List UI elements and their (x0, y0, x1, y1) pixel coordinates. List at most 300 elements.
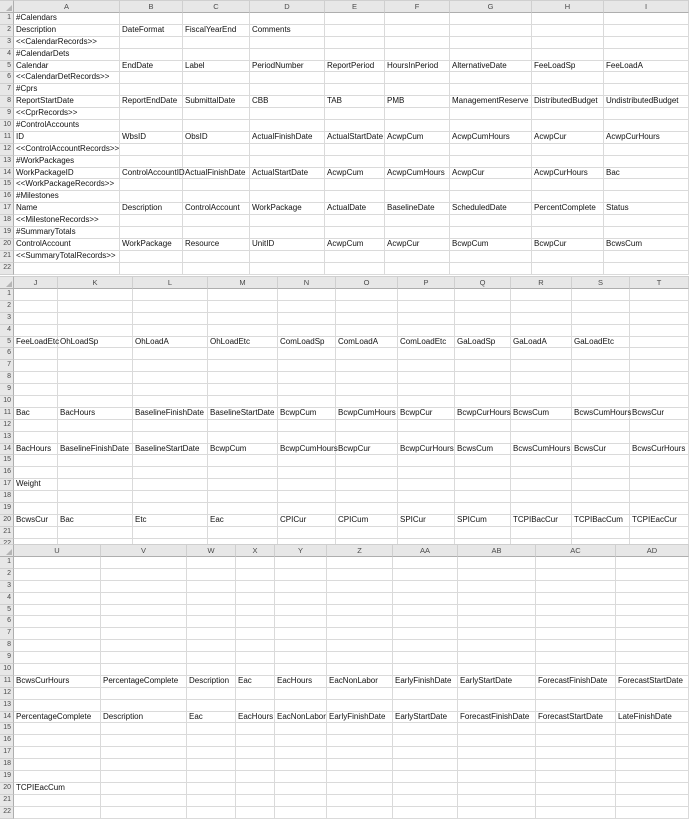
cell-AD15[interactable] (616, 723, 689, 735)
cell-A18[interactable]: <<MilestoneRecords>> (14, 215, 120, 227)
row-header-18[interactable]: 18 (0, 759, 14, 771)
cell-P15[interactable] (398, 455, 455, 467)
cell-Q11[interactable]: BcwpCurHours (455, 408, 511, 420)
cell-AA1[interactable] (393, 557, 458, 569)
cell-V14[interactable]: Description (101, 712, 187, 724)
cell-H16[interactable] (532, 191, 604, 203)
cell-J2[interactable] (14, 301, 58, 313)
cell-D14[interactable]: ActualStartDate (250, 168, 325, 180)
cell-Q16[interactable] (455, 467, 511, 479)
cell-R13[interactable] (511, 432, 572, 444)
cell-Y14[interactable]: EacNonLabor (275, 712, 327, 724)
row-header-3[interactable]: 3 (0, 313, 14, 325)
cell-I8[interactable]: UndistributedBudget (604, 96, 689, 108)
cell-J8[interactable] (14, 372, 58, 384)
cell-J3[interactable] (14, 313, 58, 325)
cell-S6[interactable] (572, 348, 630, 360)
cell-V20[interactable] (101, 783, 187, 795)
cell-AB20[interactable] (458, 783, 536, 795)
cell-G8[interactable]: ManagementReserve (450, 96, 532, 108)
cell-M19[interactable] (208, 503, 278, 515)
cell-AB13[interactable] (458, 700, 536, 712)
cell-M17[interactable] (208, 479, 278, 491)
cell-C14[interactable]: ActualFinishDate (183, 168, 250, 180)
cell-P13[interactable] (398, 432, 455, 444)
cell-X16[interactable] (236, 735, 275, 747)
cell-L4[interactable] (133, 325, 208, 337)
cell-U6[interactable] (14, 616, 101, 628)
cell-E13[interactable] (325, 156, 385, 168)
cell-AD10[interactable] (616, 664, 689, 676)
cell-O17[interactable] (336, 479, 398, 491)
cell-P8[interactable] (398, 372, 455, 384)
cell-K21[interactable] (58, 527, 133, 539)
cell-AA13[interactable] (393, 700, 458, 712)
cell-A19[interactable]: #SummaryTotals (14, 227, 120, 239)
cell-R15[interactable] (511, 455, 572, 467)
cell-L6[interactable] (133, 348, 208, 360)
cell-B1[interactable] (120, 13, 183, 25)
cell-F11[interactable]: AcwpCum (385, 132, 450, 144)
cell-V6[interactable] (101, 616, 187, 628)
cell-A13[interactable]: #WorkPackages (14, 156, 120, 168)
cell-O21[interactable] (336, 527, 398, 539)
cell-Y1[interactable] (275, 557, 327, 569)
cell-W15[interactable] (187, 723, 236, 735)
column-header-I[interactable]: I (604, 0, 689, 13)
cell-U17[interactable] (14, 747, 101, 759)
cell-AB18[interactable] (458, 759, 536, 771)
cell-V5[interactable] (101, 605, 187, 617)
cell-R18[interactable] (511, 491, 572, 503)
cell-AD20[interactable] (616, 783, 689, 795)
row-header-20[interactable]: 20 (0, 783, 14, 795)
cell-B22[interactable] (120, 263, 183, 275)
cell-I9[interactable] (604, 108, 689, 120)
cell-AA19[interactable] (393, 771, 458, 783)
cell-X10[interactable] (236, 664, 275, 676)
cell-F21[interactable] (385, 251, 450, 263)
cell-C21[interactable] (183, 251, 250, 263)
cell-T1[interactable] (630, 289, 689, 301)
cell-I1[interactable] (604, 13, 689, 25)
cell-P16[interactable] (398, 467, 455, 479)
cell-AA9[interactable] (393, 652, 458, 664)
cell-Q8[interactable] (455, 372, 511, 384)
cell-E1[interactable] (325, 13, 385, 25)
cell-N11[interactable]: BcwpCum (278, 408, 336, 420)
row-header-8[interactable]: 8 (0, 372, 14, 384)
cell-M6[interactable] (208, 348, 278, 360)
cell-S12[interactable] (572, 420, 630, 432)
row-header-5[interactable]: 5 (0, 605, 14, 617)
cell-AD6[interactable] (616, 616, 689, 628)
cell-N19[interactable] (278, 503, 336, 515)
cell-W20[interactable] (187, 783, 236, 795)
cell-L20[interactable]: Etc (133, 515, 208, 527)
cell-Q20[interactable]: SPICum (455, 515, 511, 527)
cell-P1[interactable] (398, 289, 455, 301)
row-header-14[interactable]: 14 (0, 444, 14, 456)
cell-U19[interactable] (14, 771, 101, 783)
cell-E6[interactable] (325, 72, 385, 84)
cell-AC19[interactable] (536, 771, 616, 783)
cell-J18[interactable] (14, 491, 58, 503)
cell-AD14[interactable]: LateFinishDate (616, 712, 689, 724)
cell-T14[interactable]: BcwsCurHours (630, 444, 689, 456)
cell-J9[interactable] (14, 384, 58, 396)
cell-R16[interactable] (511, 467, 572, 479)
cell-H3[interactable] (532, 37, 604, 49)
cell-O5[interactable]: ComLoadA (336, 337, 398, 349)
cell-G19[interactable] (450, 227, 532, 239)
cell-AA18[interactable] (393, 759, 458, 771)
cell-D17[interactable]: WorkPackage (250, 203, 325, 215)
cell-Y7[interactable] (275, 628, 327, 640)
column-header-O[interactable]: O (336, 276, 398, 289)
cell-T12[interactable] (630, 420, 689, 432)
cell-V15[interactable] (101, 723, 187, 735)
cell-AA5[interactable] (393, 605, 458, 617)
cell-U16[interactable] (14, 735, 101, 747)
cell-AA21[interactable] (393, 795, 458, 807)
cell-F1[interactable] (385, 13, 450, 25)
select-all-corner[interactable] (0, 0, 14, 13)
cell-O13[interactable] (336, 432, 398, 444)
cell-E9[interactable] (325, 108, 385, 120)
cell-Y12[interactable] (275, 688, 327, 700)
cell-S13[interactable] (572, 432, 630, 444)
cell-F6[interactable] (385, 72, 450, 84)
row-header-7[interactable]: 7 (0, 84, 14, 96)
cell-AA11[interactable]: EarlyFinishDate (393, 676, 458, 688)
cell-S21[interactable] (572, 527, 630, 539)
cell-O3[interactable] (336, 313, 398, 325)
cell-G4[interactable] (450, 49, 532, 61)
cell-J14[interactable]: BacHours (14, 444, 58, 456)
cell-Z19[interactable] (327, 771, 393, 783)
cell-AD21[interactable] (616, 795, 689, 807)
cell-K17[interactable] (58, 479, 133, 491)
cell-C5[interactable]: Label (183, 61, 250, 73)
cell-T4[interactable] (630, 325, 689, 337)
row-header-21[interactable]: 21 (0, 251, 14, 263)
cell-S18[interactable] (572, 491, 630, 503)
cell-B2[interactable]: DateFormat (120, 25, 183, 37)
cell-T15[interactable] (630, 455, 689, 467)
cell-P12[interactable] (398, 420, 455, 432)
cell-P11[interactable]: BcwpCur (398, 408, 455, 420)
cell-AB8[interactable] (458, 640, 536, 652)
cell-P6[interactable] (398, 348, 455, 360)
cell-H8[interactable]: DistributedBudget (532, 96, 604, 108)
cell-F20[interactable]: AcwpCur (385, 239, 450, 251)
cell-R8[interactable] (511, 372, 572, 384)
cell-Z15[interactable] (327, 723, 393, 735)
row-header-3[interactable]: 3 (0, 581, 14, 593)
row-header-2[interactable]: 2 (0, 25, 14, 37)
cell-U4[interactable] (14, 593, 101, 605)
row-header-18[interactable]: 18 (0, 215, 14, 227)
cell-E10[interactable] (325, 120, 385, 132)
row-header-19[interactable]: 19 (0, 771, 14, 783)
cell-AD13[interactable] (616, 700, 689, 712)
cell-B6[interactable] (120, 72, 183, 84)
cell-H17[interactable]: PercentComplete (532, 203, 604, 215)
row-header-11[interactable]: 11 (0, 132, 14, 144)
cell-F18[interactable] (385, 215, 450, 227)
column-header-K[interactable]: K (58, 276, 133, 289)
cell-AA7[interactable] (393, 628, 458, 640)
column-header-E[interactable]: E (325, 0, 385, 13)
cell-AC6[interactable] (536, 616, 616, 628)
cell-N12[interactable] (278, 420, 336, 432)
cell-C7[interactable] (183, 84, 250, 96)
cell-T21[interactable] (630, 527, 689, 539)
row-header-2[interactable]: 2 (0, 569, 14, 581)
cell-W10[interactable] (187, 664, 236, 676)
cell-J4[interactable] (14, 325, 58, 337)
cell-U2[interactable] (14, 569, 101, 581)
cell-K12[interactable] (58, 420, 133, 432)
cell-D21[interactable] (250, 251, 325, 263)
cell-AB21[interactable] (458, 795, 536, 807)
cell-Z20[interactable] (327, 783, 393, 795)
cell-V22[interactable] (101, 807, 187, 819)
cell-AC10[interactable] (536, 664, 616, 676)
row-header-16[interactable]: 16 (0, 467, 14, 479)
cell-N8[interactable] (278, 372, 336, 384)
column-header-V[interactable]: V (101, 544, 187, 557)
cell-M16[interactable] (208, 467, 278, 479)
cell-Q15[interactable] (455, 455, 511, 467)
cell-C11[interactable]: ObsID (183, 132, 250, 144)
cell-D3[interactable] (250, 37, 325, 49)
row-header-8[interactable]: 8 (0, 96, 14, 108)
cell-P19[interactable] (398, 503, 455, 515)
cell-X3[interactable] (236, 581, 275, 593)
cell-J7[interactable] (14, 360, 58, 372)
cell-S11[interactable]: BcwsCumHours (572, 408, 630, 420)
cell-T8[interactable] (630, 372, 689, 384)
cell-E7[interactable] (325, 84, 385, 96)
cell-AD17[interactable] (616, 747, 689, 759)
cell-G7[interactable] (450, 84, 532, 96)
row-header-21[interactable]: 21 (0, 795, 14, 807)
cell-H10[interactable] (532, 120, 604, 132)
cell-C18[interactable] (183, 215, 250, 227)
cell-X6[interactable] (236, 616, 275, 628)
cell-Z8[interactable] (327, 640, 393, 652)
cell-F16[interactable] (385, 191, 450, 203)
cell-D13[interactable] (250, 156, 325, 168)
cell-I20[interactable]: BcwsCum (604, 239, 689, 251)
cell-J21[interactable] (14, 527, 58, 539)
cell-A21[interactable]: <<SummaryTotalRecords>> (14, 251, 120, 263)
cell-R14[interactable]: BcwsCumHours (511, 444, 572, 456)
cell-A15[interactable]: <<WorkPackageRecords>> (14, 179, 120, 191)
cell-N7[interactable] (278, 360, 336, 372)
cell-I11[interactable]: AcwpCurHours (604, 132, 689, 144)
cell-H9[interactable] (532, 108, 604, 120)
cell-J1[interactable] (14, 289, 58, 301)
cell-Q9[interactable] (455, 384, 511, 396)
row-header-10[interactable]: 10 (0, 664, 14, 676)
cell-L2[interactable] (133, 301, 208, 313)
row-header-7[interactable]: 7 (0, 360, 14, 372)
row-header-13[interactable]: 13 (0, 156, 14, 168)
cell-AD5[interactable] (616, 605, 689, 617)
cell-Q13[interactable] (455, 432, 511, 444)
cell-U22[interactable] (14, 807, 101, 819)
cell-AA6[interactable] (393, 616, 458, 628)
cell-AA4[interactable] (393, 593, 458, 605)
cell-B14[interactable]: ControlAccountID (120, 168, 183, 180)
cell-I5[interactable]: FeeLoadA (604, 61, 689, 73)
cell-Y5[interactable] (275, 605, 327, 617)
cell-D2[interactable]: Comments (250, 25, 325, 37)
cell-B9[interactable] (120, 108, 183, 120)
cell-A1[interactable]: #Calendars (14, 13, 120, 25)
cell-A9[interactable]: <<CprRecords>> (14, 108, 120, 120)
cell-AD3[interactable] (616, 581, 689, 593)
cell-N10[interactable] (278, 396, 336, 408)
cell-T19[interactable] (630, 503, 689, 515)
cell-M20[interactable]: Eac (208, 515, 278, 527)
cell-N4[interactable] (278, 325, 336, 337)
cell-R2[interactable] (511, 301, 572, 313)
cell-AA16[interactable] (393, 735, 458, 747)
cell-AB3[interactable] (458, 581, 536, 593)
cell-G18[interactable] (450, 215, 532, 227)
cell-W3[interactable] (187, 581, 236, 593)
row-header-18[interactable]: 18 (0, 491, 14, 503)
column-header-J[interactable]: J (14, 276, 58, 289)
cell-K3[interactable] (58, 313, 133, 325)
row-header-5[interactable]: 5 (0, 61, 14, 73)
cell-J13[interactable] (14, 432, 58, 444)
cell-S19[interactable] (572, 503, 630, 515)
cell-U9[interactable] (14, 652, 101, 664)
cell-Y18[interactable] (275, 759, 327, 771)
cell-S2[interactable] (572, 301, 630, 313)
cell-I19[interactable] (604, 227, 689, 239)
cell-L10[interactable] (133, 396, 208, 408)
cell-A14[interactable]: WorkPackageID (14, 168, 120, 180)
cell-K5[interactable]: OhLoadSp (58, 337, 133, 349)
cell-P7[interactable] (398, 360, 455, 372)
cell-W7[interactable] (187, 628, 236, 640)
cell-N9[interactable] (278, 384, 336, 396)
row-header-13[interactable]: 13 (0, 432, 14, 444)
cell-A3[interactable]: <<CalendarRecords>> (14, 37, 120, 49)
cell-Z10[interactable] (327, 664, 393, 676)
row-header-5[interactable]: 5 (0, 337, 14, 349)
cell-K2[interactable] (58, 301, 133, 313)
cell-Q5[interactable]: GaLoadSp (455, 337, 511, 349)
cell-K10[interactable] (58, 396, 133, 408)
row-header-20[interactable]: 20 (0, 239, 14, 251)
cell-P3[interactable] (398, 313, 455, 325)
cell-B18[interactable] (120, 215, 183, 227)
row-header-12[interactable]: 12 (0, 144, 14, 156)
cell-W6[interactable] (187, 616, 236, 628)
column-header-F[interactable]: F (385, 0, 450, 13)
row-header-11[interactable]: 11 (0, 408, 14, 420)
cell-V10[interactable] (101, 664, 187, 676)
cell-P14[interactable]: BcwpCurHours (398, 444, 455, 456)
cell-A17[interactable]: Name (14, 203, 120, 215)
cell-I16[interactable] (604, 191, 689, 203)
cell-AD2[interactable] (616, 569, 689, 581)
cell-AB7[interactable] (458, 628, 536, 640)
cell-V19[interactable] (101, 771, 187, 783)
cell-S4[interactable] (572, 325, 630, 337)
cell-L14[interactable]: BaselineStartDate (133, 444, 208, 456)
cell-AC16[interactable] (536, 735, 616, 747)
cell-W13[interactable] (187, 700, 236, 712)
cell-W8[interactable] (187, 640, 236, 652)
cell-J10[interactable] (14, 396, 58, 408)
row-header-1[interactable]: 1 (0, 557, 14, 569)
cell-K14[interactable]: BaselineFinishDate (58, 444, 133, 456)
cell-O14[interactable]: BcwpCur (336, 444, 398, 456)
cell-L9[interactable] (133, 384, 208, 396)
cell-M2[interactable] (208, 301, 278, 313)
cell-F14[interactable]: AcwpCumHours (385, 168, 450, 180)
cell-P17[interactable] (398, 479, 455, 491)
column-header-X[interactable]: X (236, 544, 275, 557)
cell-Y21[interactable] (275, 795, 327, 807)
cell-G5[interactable]: AlternativeDate (450, 61, 532, 73)
cell-V9[interactable] (101, 652, 187, 664)
cell-M11[interactable]: BaselineStartDate (208, 408, 278, 420)
cell-N2[interactable] (278, 301, 336, 313)
cell-C16[interactable] (183, 191, 250, 203)
row-header-10[interactable]: 10 (0, 120, 14, 132)
cell-B8[interactable]: ReportEndDate (120, 96, 183, 108)
cell-G11[interactable]: AcwpCumHours (450, 132, 532, 144)
cell-S14[interactable]: BcwsCur (572, 444, 630, 456)
cell-AA14[interactable]: EarlyStartDate (393, 712, 458, 724)
cell-N6[interactable] (278, 348, 336, 360)
cell-U12[interactable] (14, 688, 101, 700)
cell-Z7[interactable] (327, 628, 393, 640)
cell-Z13[interactable] (327, 700, 393, 712)
cell-S16[interactable] (572, 467, 630, 479)
row-header-6[interactable]: 6 (0, 348, 14, 360)
cell-T20[interactable]: TCPIEacCur (630, 515, 689, 527)
cell-M13[interactable] (208, 432, 278, 444)
cell-AC11[interactable]: ForecastFinishDate (536, 676, 616, 688)
cell-G22[interactable] (450, 263, 532, 275)
cell-N20[interactable]: CPICur (278, 515, 336, 527)
cell-B11[interactable]: WbsID (120, 132, 183, 144)
cell-C8[interactable]: SubmittalDate (183, 96, 250, 108)
cell-AD22[interactable] (616, 807, 689, 819)
cell-AA8[interactable] (393, 640, 458, 652)
cell-AB1[interactable] (458, 557, 536, 569)
cell-Y6[interactable] (275, 616, 327, 628)
cell-I15[interactable] (604, 179, 689, 191)
cell-W18[interactable] (187, 759, 236, 771)
cell-H14[interactable]: AcwpCurHours (532, 168, 604, 180)
cell-Z12[interactable] (327, 688, 393, 700)
cell-E11[interactable]: ActualStartDate (325, 132, 385, 144)
column-header-P[interactable]: P (398, 276, 455, 289)
cell-B3[interactable] (120, 37, 183, 49)
cell-H5[interactable]: FeeLoadSp (532, 61, 604, 73)
